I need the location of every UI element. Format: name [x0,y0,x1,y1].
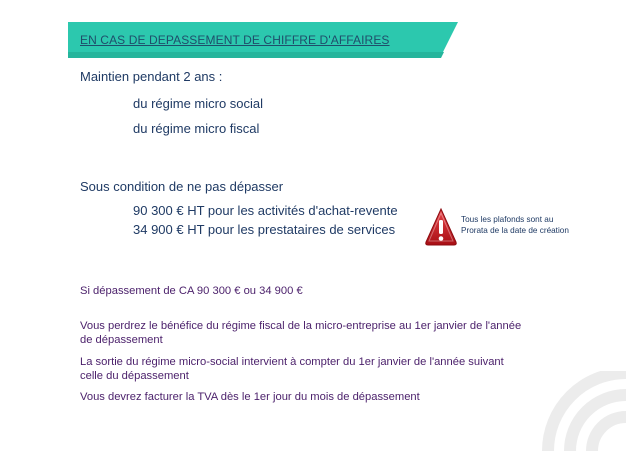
note-line: Tous les plafonds sont au [461,215,554,224]
consequence-line: Vous devrez facturer la TVA dès le 1er jour du mois de dépassement [80,391,420,403]
consequence-line: La sortie du régime micro-social intervient à compter du 1er janvier de l'année suivant [80,356,504,368]
list-item: du régime micro social [133,96,264,111]
page-title: EN CAS DE DEPASSEMENT DE CHIFFRE D'AFFAIRES [80,33,390,47]
arc-decoration-icon [534,371,638,451]
list-item: 34 900 € HT pour les prestataires de services [133,222,396,237]
note-line: Prorata de la date de création [461,225,569,235]
list-item: 90 300 € HT pour les activités d'achat-revente [133,203,398,218]
depassement-condition: Si dépassement de CA 90 300 € ou 34 900 € [80,285,303,297]
warning-triangle-icon [424,207,458,247]
maintien-heading: Maintien pendant 2 ans : [80,69,223,84]
condition-heading: Sous condition de ne pas dépasser [80,179,284,194]
consequence-line: Vous perdrez le bénéfice du régime fiscal de la micro-entreprise au 1er janvier de l'année [80,320,522,332]
consequence-line: celle du dépassement [80,370,189,382]
prorata-note [461,215,569,236]
consequence-line: de dépassement [80,334,163,346]
list-item: du régime micro fiscal [133,121,260,136]
